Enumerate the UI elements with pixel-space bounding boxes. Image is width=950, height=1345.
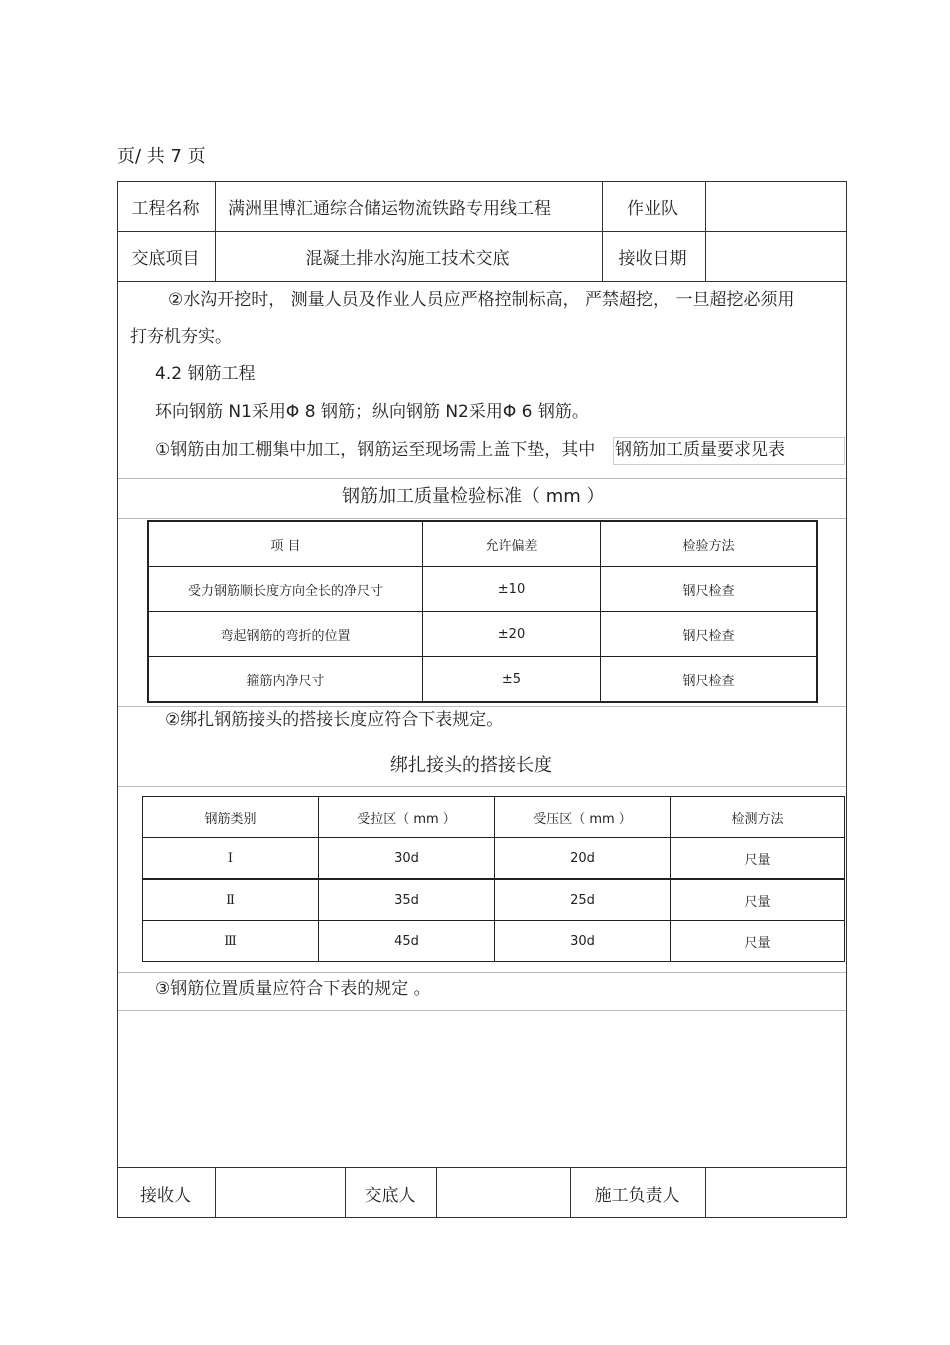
- receive-date-label: 接收日期: [618, 248, 687, 269]
- table-cell: 35d: [319, 879, 495, 921]
- table-header-cell: 受拉区（ mm ）: [319, 797, 495, 838]
- project-name-value: 满洲里博汇通综合储运物流铁路专用线工程: [228, 198, 551, 219]
- table-row: [148, 567, 817, 612]
- table-cell: 受力钢筋顺长度方向全长的净尺寸: [148, 567, 423, 612]
- construction-leader-value[interactable]: [706, 1168, 846, 1218]
- paragraph-excavation: ②水沟开挖时， 测量人员及作业人员应严格控制标高， 严禁超挖， 一旦超挖必须用: [168, 290, 795, 310]
- table-cell: Ⅱ: [143, 879, 319, 921]
- table-header-row: [143, 797, 845, 838]
- table-header-cell: 项 目: [148, 521, 423, 567]
- table1-title: 钢筋加工质量检验标准（ mm ）: [342, 486, 605, 507]
- receive-date-value[interactable]: [706, 231, 846, 281]
- table-cell: 弯起钢筋的弯折的位置: [148, 612, 423, 657]
- paragraph-excavation-cont: 打夯机夯实。: [130, 327, 232, 347]
- paragraph-rebar-position: ③钢筋位置质量应符合下表的规定 。: [155, 979, 431, 999]
- table-cell: 20d: [495, 838, 671, 880]
- rebar-quality-table: [147, 520, 818, 703]
- paragraph-lap-length: ②绑扎钢筋接头的搭接长度应符合下表规定。: [165, 710, 504, 730]
- table-header-cell: 钢筋类别: [143, 797, 319, 838]
- item-label: 交底项目: [131, 248, 200, 269]
- body-divider: [118, 518, 846, 519]
- project-name-label: 工程名称: [131, 198, 200, 219]
- receiver-value[interactable]: [215, 1168, 344, 1218]
- table-header-cell: 检验方法: [601, 521, 818, 567]
- header-bottom-line: [118, 281, 846, 282]
- table-header-cell: 受压区（ mm ）: [495, 797, 671, 838]
- table-cell: ±10: [423, 567, 601, 612]
- table-cell: 钢尺检查: [601, 612, 818, 657]
- lap-length-table: [142, 796, 845, 962]
- body-divider: [118, 786, 846, 787]
- table-cell: Ⅲ: [143, 921, 319, 962]
- table-header-cell: 允许偏差: [423, 521, 601, 567]
- table2-title: 绑扎接头的搭接长度: [390, 755, 552, 776]
- table-cell: 30d: [319, 838, 495, 880]
- table-row: [143, 838, 845, 880]
- paragraph-rebar-spec: 环向钢筋 N1采用Φ 8 钢筋；纵向钢筋 N2采用Φ 6 钢筋。: [155, 402, 589, 422]
- construction-leader-label: 施工负责人: [594, 1185, 680, 1206]
- body-divider: [118, 1010, 846, 1011]
- table-cell: ±5: [423, 657, 601, 703]
- table-cell: 钢尺检查: [601, 567, 818, 612]
- table-row: [148, 657, 817, 703]
- table-cell: ±20: [423, 612, 601, 657]
- table-header-cell: 检测方法: [671, 797, 845, 838]
- team-label: 作业队: [627, 198, 678, 219]
- table-header-row: [148, 521, 817, 567]
- paragraph-rebar-processing: ①钢筋由加工棚集中加工，钢筋运至现场需上盖下垫，其中: [155, 440, 596, 460]
- table-cell: 尺量: [671, 879, 845, 921]
- table-row: [143, 879, 845, 921]
- body-divider: [118, 478, 846, 479]
- receiver-label: 接收人: [140, 1185, 191, 1206]
- team-value[interactable]: [706, 181, 846, 231]
- table-cell: 25d: [495, 879, 671, 921]
- table-cell: Ⅰ: [143, 838, 319, 880]
- table-cell: 箍筋内净尺寸: [148, 657, 423, 703]
- paragraph-rebar-processing-box: 钢筋加工质量要求见表: [615, 440, 785, 460]
- briefer-value[interactable]: [436, 1168, 569, 1218]
- table-cell: 尺量: [671, 921, 845, 962]
- table-cell: 30d: [495, 921, 671, 962]
- item-value: 混凝土排水沟施工技术交底: [305, 248, 510, 269]
- body-divider: [118, 972, 846, 973]
- table-cell: 钢尺检查: [601, 657, 818, 703]
- body-divider: [118, 706, 846, 707]
- table-cell: 尺量: [671, 838, 845, 880]
- table-row: [143, 921, 845, 962]
- table-cell: 45d: [319, 921, 495, 962]
- table-row: [148, 612, 817, 657]
- section-heading: 4.2 钢筋工程: [155, 364, 256, 384]
- briefer-label: 交底人: [364, 1185, 416, 1206]
- page-number: 页/ 共 7 页: [117, 146, 206, 167]
